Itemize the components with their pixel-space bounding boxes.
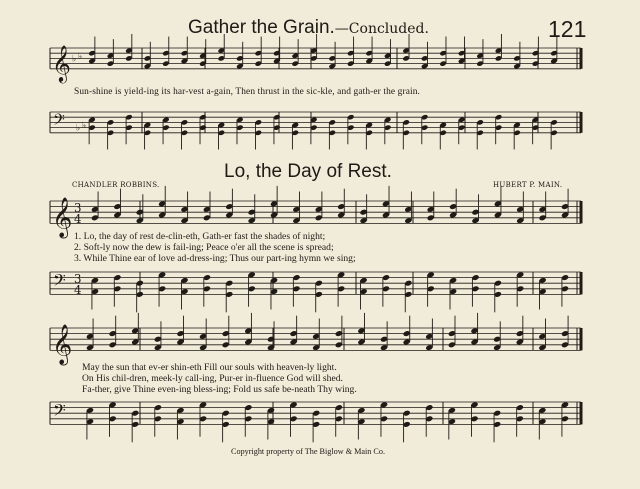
flat-sign: ♭	[72, 54, 77, 65]
time-signature: 3	[74, 200, 82, 215]
hymn2-title: Lo, the Day of Rest.	[224, 161, 392, 182]
hymn1-title-row	[188, 17, 429, 39]
bass-clef: 𝄢	[53, 111, 66, 133]
time-signature: 4	[74, 212, 82, 227]
verse-line: May the sun that ev-er shin-eth Fill our souls with heaven-ly light.	[82, 362, 337, 373]
bass-clef: 𝄢	[53, 399, 66, 424]
composer-right: HUBERT P. MAIN.	[493, 181, 563, 189]
treble-clef: 𝄞	[52, 197, 73, 238]
verse-line: On His chil-dren, meek-ly call-ing, Pur-er in-fluence God will shed.	[82, 373, 343, 384]
composer-left: CHANDLER ROBBINS.	[72, 181, 160, 189]
verse-line: 2. Soft-ly now the dew is fail-ing; Peace o'er all the scene is spread;	[74, 242, 334, 253]
hymn1-title: Gather the Grain.	[188, 17, 335, 38]
hymn1-lyric: Sun-shine is yield-ing its har-vest a-gain, Then thrust in the sic-kle, and gath-er the grain.	[74, 87, 420, 97]
page-number: 121	[548, 16, 587, 42]
hymn1-subtitle: —Concluded.	[334, 21, 429, 37]
copyright-footer: Copyright property of The Biglow & Main Co.	[231, 447, 386, 456]
verse-line: Fa-ther, give Thine even-ing bless-ing; Fold us safe be-neath Thy wing.	[82, 384, 357, 395]
flat-sign: ♭	[76, 123, 81, 134]
bass-clef: 𝄢	[53, 269, 66, 294]
treble-clef: 𝄞	[52, 324, 73, 365]
verse-line: 1. Lo, the day of rest de-clin-eth, Gath-er fast the shades of night;	[74, 231, 326, 242]
verse-line: 3. While Thine ear of love ad-dress-ing; Thus our part-ing hymn we sing;	[74, 253, 356, 264]
treble-clef: 𝄞	[52, 43, 72, 82]
time-signature: 3	[74, 271, 82, 286]
flat-sign: ♭	[78, 51, 83, 62]
flat-sign: ♭	[82, 121, 87, 132]
time-signature: 4	[74, 283, 82, 298]
